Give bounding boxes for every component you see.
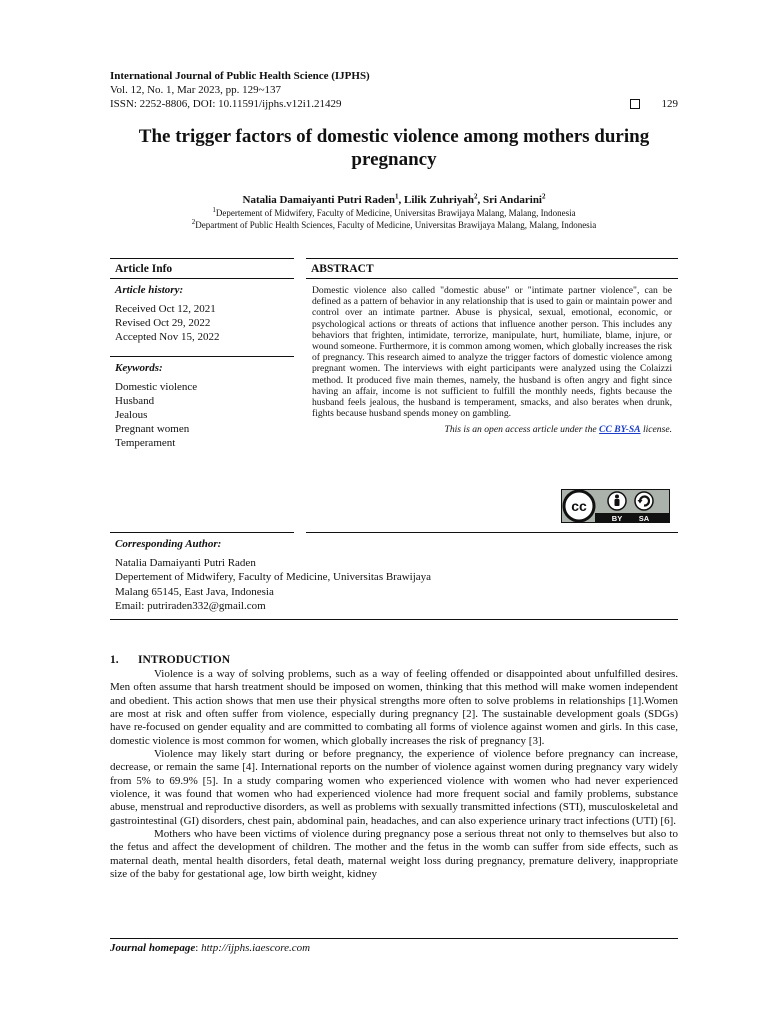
affiliation-text: Department of Public Health Sciences, Faculty of Medicine, Universitas Brawijaya Malang, Malang, Indonesia [195,219,597,230]
corresponding-author-details [110,556,678,613]
journal-name: International Journal of Public Health Science (IJPHS) [110,70,370,82]
cc-license-link[interactable]: CC BY-SA [599,424,641,436]
corresponding-dept: Depertement of Midwifery, Faculty of Medicine, Universitas Brawijaya [115,571,432,584]
keyword: Pregnant women [115,423,190,435]
revised-date: Revised Oct 29, 2022 [115,317,211,329]
article-info-heading: Article Info [115,263,173,275]
keyword: Jealous [115,409,148,421]
keywords-label: Keywords: [115,362,163,374]
section-number: 1. [110,654,119,666]
divider [306,532,678,533]
affiliation-text: Depertement of Midwifery, Faculty of Medicine, Universitas Brawijaya Malang, Malang, Indonesia [215,208,576,218]
corresponding-author-label: Corresponding Author: [115,538,222,550]
page-footer [110,938,678,954]
cc-by-sa-badge[interactable] [561,489,670,523]
cc-sa-label: SA [638,514,650,523]
page-number: 129 [661,98,678,110]
corresponding-name: Natalia Damaiyanti Putri Raden [115,557,256,569]
abstract-heading: ABSTRACT [311,263,374,275]
footer-separator: : [195,942,202,954]
divider [110,619,678,620]
paragraph: Mothers who have been victims of violence during pregnancy pose a serious threat not only to themselves but also to the fetus and affect the development of children. The mother and the fetus in the womb can suffer from side effects, such as maternal death, mental health disorders, fetal death, maternal weight loss during pregnancy, premature delivery, inappropriate size of the baby for gestational age, low birth weight, kidney [110,828,678,881]
author-list [110,194,678,207]
article-history [110,302,294,344]
keyword: Temperament [115,437,176,449]
journal-volume: Vol. 12, No. 1, Mar 2023, pp. 129~137 [110,84,282,96]
share-alike-icon [635,492,653,510]
oa-prefix: This is an open access article under the [444,424,600,436]
author-affil-sup: 2 [542,192,546,201]
article-history-label: Article history: [115,284,184,296]
abstract-column [306,258,678,435]
keyword: Husband [115,395,155,407]
affiliation-list [110,208,678,231]
paper-title: The trigger factors of domestic violence among mothers during pregnancy [138,126,650,170]
corresponding-address: Malang 65145, East Java, Indonesia [115,585,274,598]
section-heading-introduction [110,654,230,666]
abstract-text: Domestic violence also called "domestic abuse" or "intimate partner violence", can be defined as a pattern of behavior in any relationship that is used to gain or maintain power and control over an intimate partner. Abuse is physical, sexual, emotional, economic, or psychological actions or threats of actions that influence another person. This includes any behaviors that frighten, intimidate, terrorize, manipulate, hurt, humiliate, blame, injure, or wound someone. Furthermore, it is common among women, which globally increases the risk of pregnancy. This research aimed to analyze the trigger factors of domestic violence among pregnant women. The interviews with eight participants were analyzed using the Colaizzi method. It produced five main themes, namely, the husband is often angry and fight since having an affair, income is not sufficient to fulfill the monthly needs, fights because the husband feels jealous, the husband is temperament, smacks, and also berates when drunk, fights because husband spends money on gambling. [312,285,672,420]
keyword: Domestic violence [115,381,198,393]
introduction-body [110,668,678,882]
section-title: INTRODUCTION [138,654,231,666]
square-icon [630,99,640,109]
open-access-notice [306,419,678,435]
author-affil-sup: 2 [474,192,478,201]
divider [110,532,294,533]
accepted-date: Accepted Nov 15, 2022 [115,331,220,343]
author-name: Natalia Damaiyanti Putri Raden [242,194,395,206]
article-info-column [110,258,294,450]
journal-homepage-label: Journal homepage [110,942,196,954]
journal-header [110,69,678,111]
author-affil-sup: 1 [394,192,399,201]
corresponding-email: Email: putriraden332@gmail.com [115,599,266,612]
svg-text:cc: cc [571,498,587,514]
journal-issn-doi: ISSN: 2252-8806, DOI: 10.11591/ijphs.v12i1.21429 [110,98,342,110]
author-separator: , [477,194,483,206]
author-name: Sri Andarini [483,194,542,206]
cc-by-label: BY [611,514,623,523]
received-date: Received Oct 12, 2021 [115,303,216,315]
author-separator: , [398,194,404,206]
affiliation-item [110,217,678,232]
keywords-list [110,380,294,450]
corresponding-author [110,532,678,620]
paragraph: Violence may likely start during or before pregnancy, the experience of violence before pregnancy can increase, decrease, or remain the same [4]. International reports on the number of violence against women during pregnancy vary widely from 5% to 69.9% [5]. In a study comparing women who experienced violence with women who had never experienced violence, it was found that women who had experienced violence had more frequent social and family problems, substance abuse, menstrual and reproductive disorders, as well as problems with sexually transmitted infections (STI), musculoskeletal and gastrointestinal (GI) disorders, chest pain, abdominal pain, headaches, and can also experience urinary tract infections (UTI) [6]. [110,748,678,827]
oa-suffix: license. [640,424,672,436]
paragraph: Violence is a way of solving problems, such as a way of feeling offended or disappointed about unfulfilled desires. Men often assume that harsh treatment should be imposed on women, thinking that this method will make women independent and obedient. This action shows that men use their physical strengths more often to solve problems in relationships [1].Women are most at risk and often suffer from violence, especially during pregnancy [2]. The sustainable development goals (SDGs) have re-focused on gender equality and are committed to combating all forms of violence against women and girls. In this case, domestic violence is most common for women, which globally increases the risk of pregnancy [3]. [110,668,678,747]
journal-homepage-link[interactable]: http://ijphs.iaescore.com [201,942,311,954]
affiliation-sup: 1 [212,206,216,214]
author-name: Lilik Zuhriyah [403,194,474,206]
affiliation-sup: 2 [191,217,196,226]
